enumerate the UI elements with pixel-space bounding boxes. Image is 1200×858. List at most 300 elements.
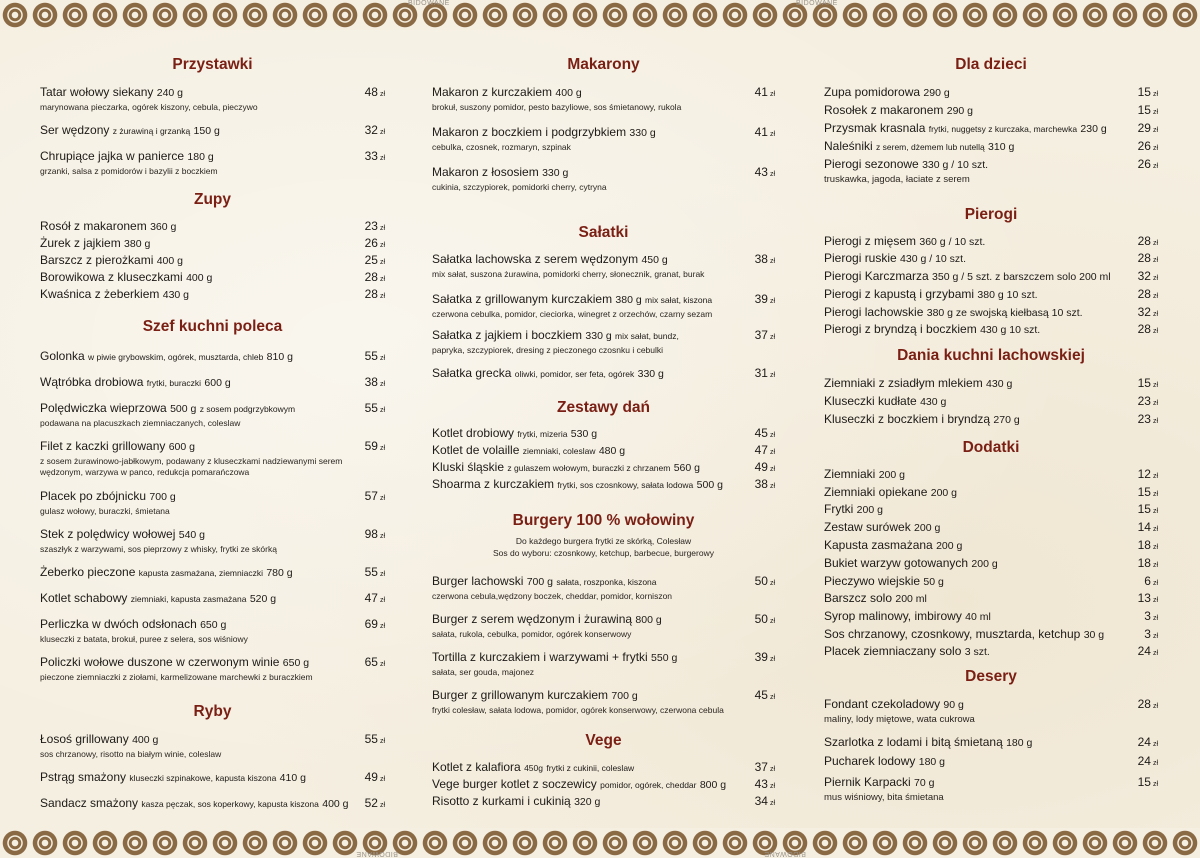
- price-value: 38: [754, 252, 768, 266]
- menu-item-price: [1144, 608, 1158, 627]
- price-value: 15: [1137, 376, 1151, 390]
- menu-item-price: [365, 654, 385, 673]
- menu-item-line: [824, 774, 1118, 792]
- currency-label: zł: [769, 783, 775, 790]
- menu-item-line: [432, 793, 735, 811]
- price-value: 28: [1137, 322, 1151, 336]
- menu-item-weight: 200 g: [914, 522, 941, 534]
- menu-item-price: [755, 611, 775, 630]
- menu-item: [824, 156, 1158, 185]
- price-value: 33: [364, 149, 378, 163]
- price-value: 47: [754, 443, 768, 457]
- menu-item-price: [365, 438, 385, 457]
- menu-item-price: [1138, 286, 1158, 305]
- currency-label: zł: [769, 656, 775, 663]
- menu-item-description: brokuł, suszony pomidor, pesto bazyliowe, sos śmietanowy, rukola: [432, 102, 682, 112]
- menu-item-line: [432, 442, 735, 460]
- menu-item-line: [40, 348, 345, 366]
- price-value: 6: [1144, 574, 1151, 588]
- menu-item-name: Policzki wołowe duszone w czerwonym winie: [40, 655, 280, 669]
- menu-item: [40, 526, 385, 555]
- menu-item-name: Sałatka z grillowanym kurczakiem: [432, 292, 613, 306]
- menu-item: [432, 687, 775, 716]
- price-value: 23: [1137, 412, 1151, 426]
- menu-item-line: [40, 148, 345, 166]
- menu-item-price: [1138, 734, 1158, 753]
- section-note: Do każdego burgera frytki ze skórką, Colesław: [515, 536, 692, 546]
- menu-item-name: Przysmak krasnala: [824, 121, 926, 135]
- section-title: Burgery 100 % wołowiny: [512, 512, 695, 529]
- menu-item-description: gulasz wołowy, buraczki, śmietana: [40, 506, 170, 516]
- menu-item-line: [824, 696, 1118, 714]
- menu-item-name: Pierogi Karczmarza: [824, 269, 929, 283]
- price-value: 23: [1137, 394, 1151, 408]
- menu-item-line: [40, 374, 345, 392]
- price-value: 57: [364, 489, 378, 503]
- menu-item-weight: 3 szt.: [964, 646, 990, 658]
- currency-label: zł: [1152, 275, 1158, 282]
- menu-item-line: [432, 573, 735, 591]
- menu-item-line: [432, 649, 735, 667]
- section-title: Desery: [965, 668, 1017, 685]
- currency-label: zł: [769, 694, 775, 701]
- menu-item: [824, 590, 1158, 608]
- price-value: 26: [1137, 139, 1151, 153]
- menu-item: [824, 138, 1158, 156]
- menu-item-price: [365, 286, 385, 305]
- currency-label: zł: [1152, 400, 1158, 407]
- menu-item: [432, 793, 775, 811]
- print-mark: BIDOWANE: [764, 850, 806, 857]
- menu-item: [40, 148, 385, 177]
- menu-item: [824, 286, 1158, 304]
- menu-item-weight: 330 g / 10 szt.: [922, 159, 989, 171]
- menu-item-price: [1138, 321, 1158, 340]
- menu-item: [40, 374, 385, 392]
- menu-item-name: Golonka: [40, 349, 85, 363]
- menu-item-description: sałata, rukola, cebulka, pomidor, ogórek konserwowy: [432, 629, 632, 639]
- price-value: 28: [1137, 234, 1151, 248]
- currency-label: zł: [1152, 473, 1158, 480]
- menu-item: [40, 286, 385, 304]
- menu-item-line: [432, 365, 735, 383]
- price-value: 15: [1137, 502, 1151, 516]
- price-value: 31: [754, 366, 768, 380]
- menu-item-name: Tortilla z kurczakiem i warzywami + frytki: [432, 650, 648, 664]
- menu-item: [824, 696, 1158, 725]
- currency-label: zł: [1152, 760, 1158, 767]
- menu-item-weight: 600 g: [168, 441, 195, 453]
- menu-item: [432, 365, 775, 383]
- currency-label: zł: [1152, 597, 1158, 604]
- price-value: 15: [1137, 775, 1151, 789]
- price-value: 32: [1137, 269, 1151, 283]
- menu-item: [40, 731, 385, 760]
- price-value: 15: [1137, 103, 1151, 117]
- menu-item: [432, 649, 775, 678]
- menu-item-line: [40, 731, 345, 749]
- menu-item: [824, 555, 1158, 573]
- menu-item: [40, 218, 385, 236]
- currency-label: zł: [1152, 311, 1158, 318]
- menu-item-weight: 290 g: [946, 105, 974, 117]
- menu-item-price: [755, 164, 775, 183]
- menu-item-name: Pierogi sezonowe: [824, 157, 919, 171]
- menu-item-line: [432, 251, 735, 269]
- menu-item: [40, 654, 385, 683]
- menu-item: [824, 102, 1158, 120]
- menu-item-line: [824, 84, 1118, 102]
- menu-item-name: Żurek z jajkiem: [40, 236, 121, 250]
- menu-item-line: [40, 269, 345, 287]
- menu-item-weight: 650 g: [282, 657, 310, 669]
- menu-item-line: [40, 488, 345, 506]
- menu-item: [40, 564, 385, 582]
- currency-label: zł: [769, 258, 775, 265]
- currency-label: zł: [379, 276, 385, 283]
- menu-item-price: [755, 476, 775, 495]
- menu-item-weight: 500 g: [696, 479, 723, 491]
- menu-item-weight: 30 g: [1083, 629, 1105, 641]
- menu-item-line: [824, 734, 1118, 752]
- menu-item-line: [824, 268, 1118, 286]
- menu-item-line: [824, 626, 1118, 644]
- menu-item-inline-desc: pomidor, ogórek, cheddar: [600, 780, 697, 790]
- menu-item-line: [824, 501, 1118, 519]
- menu-item-weight: 50 g: [923, 576, 944, 588]
- menu-item: [824, 375, 1158, 393]
- menu-item-price: [1138, 156, 1158, 175]
- menu-item-name: Piernik Karpacki: [824, 775, 911, 789]
- menu-item-inline-desc: z gulaszem wołowym, buraczki z chrzanem: [507, 463, 671, 473]
- section-title: Zupy: [193, 191, 232, 208]
- menu-item-inline-desc: z żurawiną i grzanką: [112, 126, 191, 136]
- currency-label: zł: [769, 483, 775, 490]
- menu-item-name: Rosołek z makaronem: [824, 103, 944, 117]
- price-value: 98: [364, 527, 378, 541]
- price-value: 14: [1137, 520, 1151, 534]
- price-value: 55: [364, 401, 378, 415]
- menu-item-weight: 330 g: [542, 167, 569, 179]
- menu-item-name: Placek po zbójnicku: [40, 489, 147, 503]
- menu-item-price: [1138, 643, 1158, 662]
- menu-item-price: [755, 793, 775, 812]
- menu-item-weight: 380 g 10 szt.: [977, 289, 1038, 301]
- menu-item-name: Makaron z boczkiem i podgrzybkiem: [432, 125, 627, 139]
- menu-item: [40, 400, 385, 429]
- menu-item-name: Sałatka z jajkiem i boczkiem: [432, 328, 583, 342]
- menu-item-name: Rosół z makaronem: [40, 219, 147, 233]
- menu-item-weight: 650 g: [200, 619, 227, 631]
- price-value: 37: [754, 760, 768, 774]
- menu-item-name: Borowikowa z kluseczkami: [40, 270, 183, 284]
- menu-item: [824, 304, 1158, 322]
- menu-item-weight: 180 g: [918, 756, 946, 768]
- menu-item-inline-desc: kasza pęczak, sos koperkowy, kapusta kiszona: [141, 799, 319, 809]
- menu-item: [824, 484, 1158, 502]
- price-value: 41: [754, 85, 768, 99]
- menu-item-line: [824, 102, 1118, 120]
- menu-item-inline-desc: frytki, sos czosnkowy, sałata lodowa: [557, 480, 694, 490]
- menu-item-description: podawana na placuszkach ziemniaczanych, coleslaw: [40, 418, 241, 428]
- price-value: 25: [364, 253, 378, 267]
- menu-item: [432, 611, 775, 640]
- price-value: 49: [754, 460, 768, 474]
- menu-item-weight: 540 g: [178, 529, 206, 541]
- menu-item-weight: 180 g: [187, 151, 214, 163]
- price-value: 23: [364, 219, 378, 233]
- menu-item-name: Frytki: [824, 502, 854, 516]
- currency-label: zł: [1152, 508, 1158, 515]
- menu-item-weight: 400 g: [555, 87, 582, 99]
- menu-item-price: [365, 526, 385, 545]
- menu-item: [824, 120, 1158, 138]
- menu-item-weight: 240 g: [156, 87, 184, 99]
- currency-label: zł: [1152, 703, 1158, 710]
- menu-item: [824, 393, 1158, 411]
- price-value: 55: [364, 349, 378, 363]
- menu-item-line: [40, 286, 345, 304]
- price-value: 28: [364, 287, 378, 301]
- menu-item-description: z sosem żurawinowo-jabłkowym, podawany z kluseczkami nadziewanymi serem wędzonym, warzywa w panco, redukcja pomarańczowa: [40, 456, 343, 477]
- menu-item-line: [40, 654, 345, 672]
- menu-item-line: [824, 555, 1118, 573]
- menu-item-weight: 360 g / 10 szt.: [919, 236, 986, 248]
- menu-item-name: Kluseczki z boczkiem i bryndzą: [824, 412, 991, 426]
- menu-item-weight: 430 g 10 szt.: [980, 324, 1041, 336]
- menu-item: [40, 122, 385, 140]
- menu-item-name: Vege burger kotlet z soczewicy: [432, 777, 597, 791]
- currency-label: zł: [379, 355, 385, 362]
- menu-item-price: [365, 616, 385, 635]
- menu-item-price: [365, 148, 385, 167]
- menu-item-name: Bukiet warzyw gotowanych: [824, 556, 969, 570]
- menu-item-line: [824, 411, 1118, 429]
- menu-item-inline-desc: mix sałat, bundz,: [615, 331, 679, 341]
- menu-item-name: Sandacz smażony: [40, 796, 139, 810]
- menu-item-line: [432, 164, 735, 182]
- menu-item-price: [365, 795, 385, 814]
- menu-item-name: Barszcz z pierożkami: [40, 253, 154, 267]
- menu-item-weight: 200 g: [936, 540, 963, 552]
- menu-item: [40, 616, 385, 645]
- menu-item: [432, 327, 775, 356]
- menu-item-price: [365, 84, 385, 103]
- menu-item-weight: 450 g: [641, 254, 668, 266]
- price-value: 12: [1137, 467, 1151, 481]
- section-title: Sałatki: [578, 224, 629, 241]
- currency-label: zł: [1152, 544, 1158, 551]
- menu-item-weight: 230 g: [1080, 123, 1107, 135]
- menu-item-weight: 500 g: [170, 403, 197, 415]
- menu-item-name: Kotlet drobiowy: [432, 426, 515, 440]
- menu-item-weight: 270 g: [993, 414, 1020, 426]
- price-value: 65: [364, 655, 378, 669]
- menu-item-line: [824, 321, 1118, 339]
- currency-label: zł: [1152, 91, 1158, 98]
- menu-item-line: [432, 476, 735, 494]
- menu-item: [40, 590, 385, 608]
- menu-item: [824, 268, 1158, 286]
- menu-item: [432, 442, 775, 460]
- menu-item: [824, 753, 1158, 771]
- menu-item-price: [1138, 555, 1158, 574]
- menu-item-price: [365, 769, 385, 788]
- price-value: 18: [1137, 538, 1151, 552]
- menu-item-weight: 200 g: [930, 487, 958, 499]
- menu-item-name: Ziemniaki: [824, 467, 876, 481]
- menu-item-description: czerwona cebulka, pomidor, cieciorka, winegret z orzechów, czarny sezam: [432, 309, 713, 319]
- menu-item-price: [755, 291, 775, 310]
- menu-item-line: [432, 459, 735, 477]
- price-value: 45: [754, 426, 768, 440]
- menu-item-name: Pierogi z bryndzą i boczkiem: [824, 322, 977, 336]
- currency-label: zł: [1152, 491, 1158, 498]
- menu-item-name: Szarlotka z lodami i bitą śmietaną: [824, 735, 1003, 749]
- menu-item: [824, 411, 1158, 429]
- menu-item-line: [40, 252, 345, 270]
- print-mark: BIDOWANE: [796, 0, 838, 7]
- menu-item-name: Sałatka grecka: [432, 366, 512, 380]
- menu-item-price: [365, 400, 385, 419]
- menu-item-name: Pierogi z kapustą i grzybami: [824, 287, 975, 301]
- menu-item: [824, 774, 1158, 803]
- currency-label: zł: [1152, 580, 1158, 587]
- price-value: 24: [1137, 735, 1151, 749]
- currency-label: zł: [379, 533, 385, 540]
- currency-label: zł: [1152, 293, 1158, 300]
- currency-label: zł: [769, 432, 775, 439]
- menu-item-inline-desc: mix sałat, kiszona: [645, 295, 713, 305]
- menu-item-price: [1138, 590, 1158, 609]
- menu-item-name: Ser wędzony: [40, 123, 110, 137]
- menu-item-price: [1138, 138, 1158, 157]
- section-title: Ryby: [193, 703, 232, 720]
- currency-label: zł: [379, 129, 385, 136]
- menu-item-line: [432, 776, 735, 794]
- menu-item-inline-desc: w piwie grybowskim, ogórek, musztarda, chleb: [88, 352, 264, 362]
- menu-item: [824, 573, 1158, 591]
- menu-item-inline-desc: frytki z cukinii, coleslaw: [546, 763, 635, 773]
- menu-item-name: Naleśniki: [824, 139, 873, 153]
- menu-item-name: Burger z serem wędzonym i żurawiną: [432, 612, 633, 626]
- menu-item-line: [40, 769, 345, 787]
- currency-label: zł: [1152, 127, 1158, 134]
- menu-item-price: [1138, 411, 1158, 430]
- menu-item-price: [1138, 393, 1158, 412]
- menu-item: [40, 348, 385, 366]
- currency-label: zł: [1152, 240, 1158, 247]
- menu-item: [432, 251, 775, 280]
- menu-item-name: Pstrąg smażony: [40, 770, 127, 784]
- menu-item-description: marynowana pieczarka, ogórek kiszony, cebula, pieczywo: [40, 102, 258, 112]
- currency-label: zł: [379, 661, 385, 668]
- menu-item-line: [824, 484, 1118, 502]
- menu-item-name: Kwaśnica z żeberkiem: [40, 287, 160, 301]
- menu-item: [40, 795, 385, 813]
- menu-item-price: [1138, 84, 1158, 103]
- menu-item-name: Pieczywo wiejskie: [824, 574, 921, 588]
- price-value: 15: [1137, 485, 1151, 499]
- menu-item-line: [824, 138, 1118, 156]
- menu-item-inline-desc: frytki, mizeria: [517, 429, 568, 439]
- price-value: 24: [1137, 644, 1151, 658]
- menu-item-price: [365, 564, 385, 583]
- menu-item-weight: 810 g: [266, 351, 293, 363]
- price-value: 52: [364, 796, 378, 810]
- menu-item-price: [1138, 519, 1158, 538]
- price-value: 48: [364, 85, 378, 99]
- menu-item-line: [824, 233, 1118, 251]
- menu-item: [432, 476, 775, 494]
- menu-item-name: Pierogi z mięsem: [824, 234, 917, 248]
- menu-item-inline-desc: z sosem podgrzybkowym: [199, 404, 296, 414]
- menu-item-name: Makaron z kurczakiem: [432, 85, 553, 99]
- currency-label: zł: [379, 445, 385, 452]
- price-value: 3: [1144, 627, 1151, 641]
- price-value: 39: [754, 292, 768, 306]
- section-title: Vege: [585, 732, 622, 749]
- menu-item-name: Syrop malinowy, imbirowy: [824, 609, 962, 623]
- menu-item: [40, 488, 385, 517]
- menu-item-weight: 200 g: [971, 558, 998, 570]
- price-value: 41: [754, 125, 768, 139]
- menu-item-line: [432, 124, 735, 142]
- price-value: 13: [1137, 591, 1151, 605]
- currency-label: zł: [1152, 145, 1158, 152]
- menu-item-name: Kluseczki kudłate: [824, 394, 917, 408]
- currency-label: zł: [1152, 741, 1158, 748]
- menu-item-line: [824, 375, 1118, 393]
- section-title: Zestawy dań: [556, 399, 651, 416]
- section-title: Makarony: [567, 56, 640, 73]
- menu-item-price: [755, 84, 775, 103]
- currency-label: zł: [769, 372, 775, 379]
- menu-item-name: Burger z grillowanym kurczakiem: [432, 688, 609, 702]
- menu-item-price: [1138, 268, 1158, 287]
- menu-item-weight: 180 g: [1006, 737, 1033, 749]
- menu-item: [432, 164, 775, 193]
- price-value: 26: [1137, 157, 1151, 171]
- menu-item-name: Żeberko pieczone: [40, 565, 136, 579]
- menu-item: [432, 291, 775, 320]
- menu-item-weight: 410 g: [279, 772, 306, 784]
- menu-item-weight: 380 g: [615, 294, 642, 306]
- menu-item-name: Pucharek lodowy: [824, 754, 916, 768]
- menu-item-weight: 330 g: [629, 127, 656, 139]
- menu-item: [432, 425, 775, 443]
- menu-item-weight: 310 g: [988, 141, 1015, 153]
- menu-item-line: [40, 84, 345, 102]
- price-value: 69: [364, 617, 378, 631]
- currency-label: zł: [379, 571, 385, 578]
- menu-item-price: [1138, 120, 1158, 139]
- menu-item-inline-desc: oliwki, pomidor, ser feta, ogórek: [514, 369, 635, 379]
- price-value: 32: [364, 123, 378, 137]
- price-value: 34: [754, 794, 768, 808]
- menu-item-name: Łosoś grillowany: [40, 732, 129, 746]
- menu-item-weight: 430 g / 10 szt.: [900, 253, 967, 265]
- menu-item-description: papryka, szczypiorek, dresing z pieczonego czosnku i cebulki: [432, 345, 664, 355]
- menu-item-weight: 430 g: [986, 378, 1013, 390]
- price-value: 38: [364, 375, 378, 389]
- menu-item-price: [1138, 774, 1158, 793]
- menu-item-weight: 200 ml: [895, 593, 927, 605]
- price-value: 18: [1137, 556, 1151, 570]
- menu-item-line: [824, 250, 1118, 268]
- currency-label: zł: [1152, 328, 1158, 335]
- menu-item: [824, 84, 1158, 102]
